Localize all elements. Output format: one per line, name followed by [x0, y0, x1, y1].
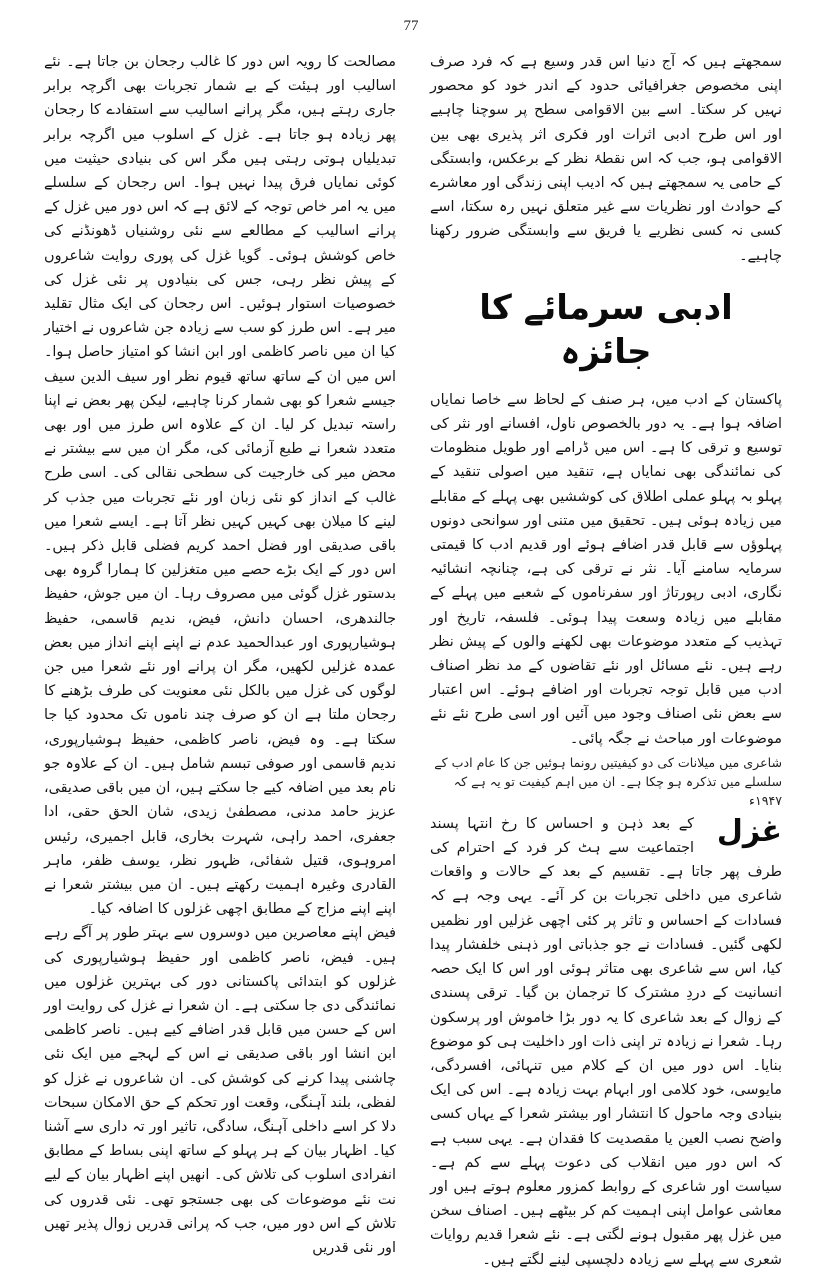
section-body-paragraph: پاکستان کے ادب میں، ہر صنف کے لحاظ سے خاصا نمایاں اضافہ ہوا ہے۔ یہ دور بالخصوص ناول، افسانے اور نثر کی توسیع و ترقی کا ہے۔ اس میں ڈرامے اور طویل منظومات کی نمائندگی بھی نمایاں ہے، تنقید میں اصولی تنقید کے پہلو بہ پہلو عملی اطلاق کی کوششیں بھی پہلے کے مقابلے میں زیادہ ہوئی ہیں۔ تحقیق میں متنی اور سوانحی دونوں پہلوؤں سے قابل قدر اضافے ہوئے اور قدیم ادب کا قیمتی سرمایہ سامنے آیا۔ نثر نے ترقی کی ہے، چنانچہ انشائیہ نگاری، ادبی رپورتاژ اور سفرناموں کے شعبے میں پہلے کے مقابلے میں زیادہ وسعت پیدا ہوئی۔ فلسفہ، تاریخ اور تہذیب کے متعدد موضوعات بھی لکھنے والوں کے پیش نظر رہے ہیں۔ نئے مسائل اور نئے تقاضوں کے مد نظر اصناف ادب میں قابل توجہ تجربات اور اضافے ہوئے۔ اس اعتبار سے بعض نئی اصناف وجود میں آئیں اور اسی طرح نئے نئے موضوعات اور مباحث نے جگہ پائی۔	[430, 391, 782, 747]
left-paragraph-1: مصالحت کا رویہ اس دور کا غالب رجحان بن جاتا ہے۔ نئے اسالیب اور ہیئت کے بے شمار تجربات بھی اگرچہ برابر جاری رہتے ہیں، مگر پرانے اسالیب سے استفادے کا رجحان پھر زیادہ ہو جاتا ہے۔ غزل کے اسلوب میں اگرچہ برابر تبدیلیاں ہوتی رہتی ہیں مگر اس کی بنیادی حیثیت میں کوئی نمایاں فرق پیدا نہیں ہوا۔ اس رجحان کے سلسلے میں یہ امر خاص توجہ کے لائق ہے کہ اس دور میں غزل کے پرانے اسالیب کے مطالعے سے نئی روشنیاں ڈھونڈنے کی خاص کوشش ہوئی۔ گویا غزل کی پوری روایت شاعروں کے پیش نظر رہی، جس کی بنیادوں پر نئی غزل کی خصوصیات استوار ہوئیں۔ اس رجحان کی ایک مثال تقلید میر ہے۔ اس طرز کو سب سے زیادہ جن شاعروں نے اختیار کیا ان میں ناصر کاظمی اور ابن انشا کو امتیاز حاصل ہوا۔ اس میں ان کے ساتھ ساتھ قیوم نظر اور سیف الدین سیف جیسے شعرا کو بھی شمار کرنا چاہیے، لیکن پھر بعض نے اپنا راستہ تبدیل کر لیا۔ ان کے علاوہ اس طرز میں اور بھی متعدد شعرا نے طبع آزمائی کی، مگر ان میں سے بیشتر نے محض میر کی خارجیت کی سطحی نقالی کی۔ اسی طرح غالب کے انداز کو نئی زبان اور نئے تجربات میں جذب کر لینے کا میلان بھی کہیں کہیں نظر آتا ہے۔ ایسے شعرا میں باقی صدیقی اور فضل احمد کریم فضلی قابل ذکر ہیں۔ اس دور کے ایک بڑے حصے میں متغزلین کا ہمارا گروہ بھی بدستور غزل گوئی میں مصروف رہا۔ ان میں جوش، حفیظ جالندھری، احسان دانش، فیض، ندیم قاسمی، حفیظ ہوشیارپوری اور عبدالحمید عدم نے اپنے اپنے انداز میں بعض عمدہ غزلیں لکھیں، مگر ان پرانے اور نئے شعرا میں جن لوگوں کی غزل میں بالکل نئی معنویت کی طرف بڑھنے کا رجحان ملتا ہے ان کو صرف چند ناموں تک محدود کیا جا سکتا ہے۔ وہ فیض، ناصر کاظمی، حفیظ ہوشیارپوری، ندیم قاسمی اور صوفی تبسم شامل ہیں۔ ان کے علاوہ جو نام بعد میں اضافہ کیے جا سکتے ہیں، ان میں باقی صدیقی، عزیز حامد مدنی، مصطفیٰ زیدی، شان الحق حقی، ادا جعفری، احمد راہی، شہرت بخاری، قابل اجمیری، رئیس امروہوی، قتیل شفائی، ظہور نظر، یوسف ظفر، ماہر القادری وغیرہ اہمیت رکھتے ہیں۔ ان میں بیشتر شعرا نے اپنے اپنے مزاج کے مطابق اچھی غزلوں کا اضافہ کیا۔	[44, 54, 396, 918]
ghazal-paragraph: کے بعد ذہن و احساس کا رخ انتہا پسند اجتماعیت سے ہٹ کر فرد کے احترام کی طرف پھر جاتا ہے۔ تقسیم کے بعد کے حالات و واقعات شاعری میں داخلی تجربات بن کر آئے۔ یہی وجہ ہے کہ فسادات کے احساس و تاثر پر کئی اچھی غزلیں اور نظمیں لکھی گئیں۔ فسادات نے جو جذباتی اور ذہنی خلفشار پیدا کیا، اس سے شاعری بھی متاثر ہوئی اور اس کا ایک حصہ انسانیت کے دردِ مشترک کا ترجمان بن گیا۔ ترقی پسندی کے زوال کے بعد شاعری کا یہ دور بڑا خاموش اور پرسکون رہا۔ شعرا نے زیادہ تر اپنی ذات اور داخلیت ہی کو موضوع بنایا۔ اس دور میں ان کے کلام میں تنہائی، افسردگی، مایوسی، خود کلامی اور ابہام بہت زیادہ ہے۔ اس کی ایک بنیادی وجہ ماحول کا انتشار اور بیشتر شعرا کے یہاں کسی واضح نصب العین یا مقصدیت کا فقدان ہے۔ یہی سبب ہے کہ اس دور میں انقلاب کی دعوت پہلے سے کم ہے۔ سیاست اور شاعری کے روابط کمزور معلوم ہوتے ہیں اور معاشی عوامل اپنی اہمیت کم کر بیٹھے ہیں۔ اصناف سخن میں غزل پھر مقبول ہونے لگتی ہے۔ نئے شعرا قدیم روایات شعری سے پہلے سے زیادہ دلچسپی لینے لگتے ہیں۔	[430, 815, 782, 1268]
text-columns	[44, 50, 782, 1268]
poetry-note: شاعری میں میلانات کی دو کیفیتیں رونما ہوئیں جن کا عام ادب کے سلسلے میں تذکرہ ہو چکا ہے۔ ان میں اہم کیفیت تو یہ ہے کہ ۱۹۴۷ء	[434, 754, 782, 808]
left-paragraph-2: فیض اپنے معاصرین میں دوسروں سے بہتر طور پر آگے رہے ہیں۔ فیض، ناصر کاظمی اور حفیظ ہوشیارپوری کی غزلوں کو ابتدائی پاکستانی دور کی بہترین غزلوں میں نمائندگی دی جا سکتی ہے۔ ان شعرا نے غزل کی روایت اور اس کے حسن میں قابل قدر اضافے کیے ہیں۔ ناصر کاظمی ابن انشا اور باقی صدیقی نے اس کے لہجے میں ایک نئی چاشنی پیدا کرنے کی کوشش کی۔ ان شاعروں نے غزل کو لفظی، بلند آہنگی، وقعت اور تحکم کے حق الامکان سبحات دلا کر اسے داخلی آہنگ، سادگی، تاثیر اور تہ داری سے آشنا کیا۔ اظہار بیان کے ہر پہلو کے ساتھ اپنی بساط کے مطابق انفرادی اسلوب کی تلاش کی۔ انھیں اپنے اظہار بیان کے لیے نت نئے موضوعات کی بھی جستجو تھی۔ نئی قدروں کی تلاش کے اس دور میں، جب کہ پرانی قدریں زوال پذیر تھیں اور نئی قدریں	[44, 925, 396, 1256]
ghazal-heading: غزل	[716, 813, 782, 849]
right-column	[430, 50, 782, 1268]
ghazal-section	[430, 812, 782, 1272]
section-heading: ادبی سرمائے کا جائزہ	[479, 287, 733, 372]
intro-paragraph: سمجھتے ہیں کہ آج دنیا اس قدر وسیع ہے کہ فرد صرف اپنی مخصوص جغرافیائی حدود کے اندر خود کو محصور نہیں کر سکتا۔ اسے بین الاقوامی سطح پر سوچنا چاہیے اور اس طرح ادبی اثرات اور فکری اثر پذیری بھی بین الاقوامی ہو، جب کہ اس نقطۂ نظر کے برعکس، وابستگی کے حامی یہ سمجھتے ہیں کہ ادیب اپنی زندگی اور معاشرے کے حوادث اور نظریات سے غیر متعلق نہیں رہ سکتا، اسے کسی نہ کسی نظریے یا فریق سے وابستگی ضرور رکھنا چاہیے۔	[430, 54, 782, 264]
page-number: 77	[403, 18, 419, 34]
left-column	[44, 50, 396, 1256]
